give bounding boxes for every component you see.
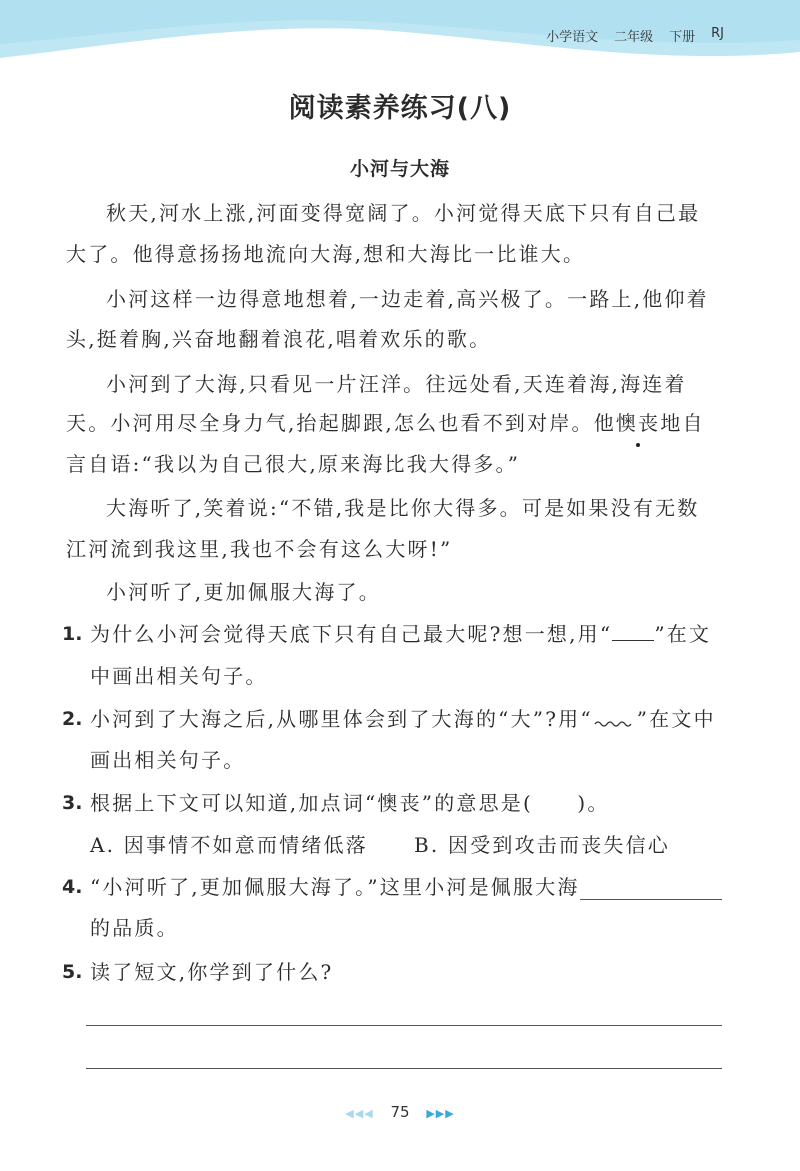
passage-line-with-dotted-word: [66, 409, 705, 437]
passage-line: 大海听了,笑着说:“不错,我是比你大得多。可是如果没有无数: [106, 496, 700, 520]
passage-line: 头,挺着胸,兴奋地翻着浪花,唱着欢乐的歌。: [66, 327, 492, 351]
question-number: 1.: [62, 623, 83, 645]
passage-line: 江河流到我这里,我也不会有这么大呀!”: [66, 537, 453, 561]
question-2-text: [90, 705, 716, 733]
header-meta: [546, 26, 724, 45]
question-5-text: 读了短文,你学到了什么?: [90, 960, 334, 984]
question-number: 4.: [62, 876, 83, 898]
question-4-text-cont: 的品质。: [90, 916, 179, 940]
straight-line-symbol: [612, 622, 654, 641]
passage-text: 地自: [660, 411, 705, 435]
page-title: 阅读素养练习(八): [288, 93, 512, 124]
option-a: A. 因事情不如意而情绪低落: [90, 833, 368, 857]
answer-line[interactable]: [86, 1068, 722, 1069]
next-arrows-icon: ▶▶▶: [426, 1107, 455, 1120]
question-text: 小河到了大海之后,从哪里体会到了大海的“大”?用“: [90, 707, 593, 731]
page-footer: [0, 1103, 800, 1121]
passage-line: 小河到了大海,只看见一片汪洋。往远处看,天连着海,海连着: [106, 372, 687, 396]
question-number: 2.: [62, 708, 83, 730]
passage-line: 秋天,河水上涨,河面变得宽阔了。小河觉得天底下只有自己最: [106, 201, 701, 225]
question-text: ”在文: [654, 622, 712, 646]
header-subject: 小学语文: [546, 30, 599, 45]
dotted-word: 懊丧: [615, 411, 661, 435]
question-2-text-cont: 画出相关句子。: [90, 748, 246, 772]
passage-text: 天。小河用尽全身力气,抬起脚跟,怎么也看不到对岸。他: [66, 411, 616, 435]
header-edition: RJ: [711, 26, 724, 41]
passage-line: 言自语:“我以为自己很大,原来海比我大得多。”: [66, 452, 521, 476]
header-grade: 二年级: [614, 30, 654, 45]
question-3-text: 根据上下文可以知道,加点词“懊丧”的意思是( )。: [90, 791, 610, 815]
question-number: 3.: [62, 792, 83, 814]
header-volume: 下册: [669, 30, 696, 45]
question-1-text-cont: 中画出相关句子。: [90, 664, 268, 688]
question-number: 5.: [62, 961, 83, 983]
page-number: 75: [390, 1103, 410, 1121]
answer-line[interactable]: [86, 1025, 722, 1026]
question-text: ”在文中: [636, 707, 716, 731]
prev-arrows-icon: ◀◀◀: [345, 1107, 374, 1120]
question-text: 为什么小河会觉得天底下只有自己最大呢?想一想,用“: [90, 622, 613, 646]
option-b: B. 因受到攻击而丧失信心: [414, 833, 671, 857]
passage-line: 小河这样一边得意地想着,一边走着,高兴极了。一路上,他仰着: [106, 287, 709, 311]
story-title: 小河与大海: [349, 158, 450, 180]
passage-line: 大了。他得意扬扬地流向大海,想和大海比一比谁大。: [66, 242, 586, 266]
wavy-line-symbol: [593, 714, 637, 728]
question-1-text: [90, 620, 711, 648]
passage-line: 小河听了,更加佩服大海了。: [106, 580, 381, 604]
question-4-text: “小河听了,更加佩服大海了。”这里小河是佩服大海: [90, 875, 580, 899]
answer-blank[interactable]: [580, 899, 722, 900]
